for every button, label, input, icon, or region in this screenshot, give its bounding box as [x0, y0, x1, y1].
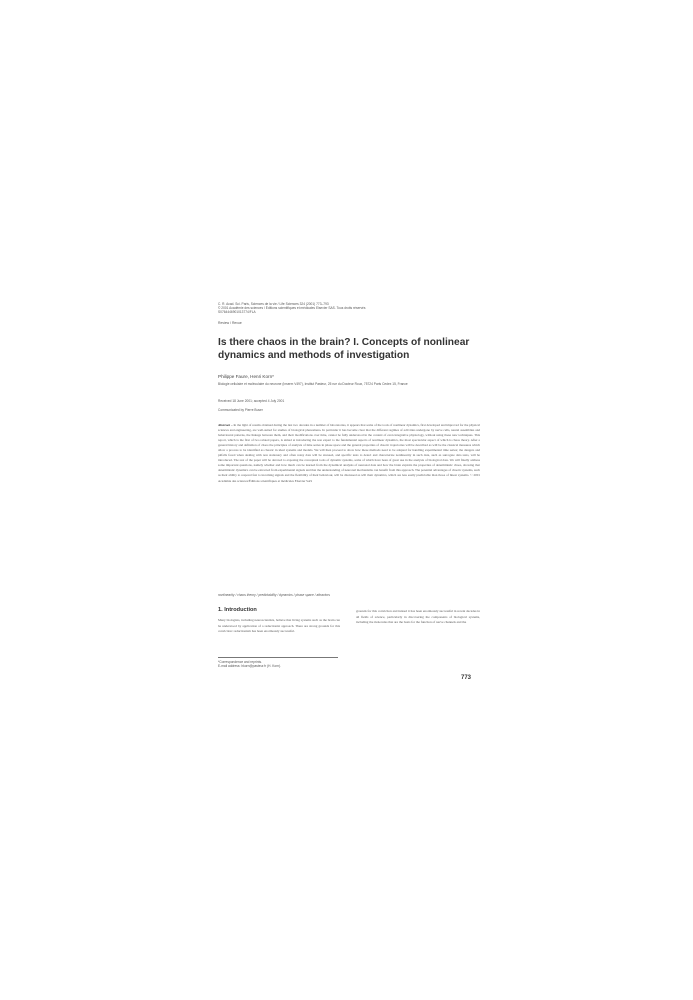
right-column	[356, 609, 480, 626]
received-date: Received 18 June 2001; accepted 4 July 2001	[218, 399, 285, 403]
keywords: nonlinearity / chaos theory / predictability / dynamics / phase space / attractors	[218, 593, 331, 597]
section-heading-introduction: 1. Introduction	[218, 607, 257, 613]
page-number: 773	[461, 675, 472, 681]
footnotes	[218, 660, 348, 668]
footnote-divider	[218, 657, 338, 658]
abstract	[218, 423, 480, 484]
introduction-text: Many biologists, including neuroscientists, believe that living systems such as the brain can be understood by application of a reductionist approach. There are strong grounds for this conviction: reductionism has been enormously successful.	[218, 618, 340, 634]
copyright-line: © 2001 Académie des sciences / Éditions scientifiques et médicales Elsevier SAS. Tous droits réservés	[218, 306, 366, 311]
article-type: Review / Revue	[218, 321, 242, 325]
abstract-label: Abstract –	[218, 423, 233, 427]
paper-title: Is there chaos in the brain? I. Concepts of nonlinear dynamics and methods of investigation	[218, 337, 470, 361]
affiliation: Biologie cellulaire et moléculaire du neurone (Inserm V497), Institut Pasteur, 25 rue du Docteur Roux, 75724 Paris Cedex 15, France	[218, 382, 408, 386]
right-column-text: grounds for this conviction and indeed it has been enormously successful in recent decades in all fields of science, particularly in discovering the components of biological systems, including the molecules that are the basis for the function of nerve channels and the	[356, 609, 480, 625]
footnote-correspondence: *Correspondence and reprints.	[218, 660, 262, 664]
abstract-text: In the light of results obtained during the last two decades in a number of laboratories, it appears that some of the tools of nonlinear dynamics, first developed and improved for the physical sciences and engineering, are well-suited for studies of biological phenomena. In particular it has become clear that the different regimes of activities undergone by nerve cells, neural assemblies and behavioural patterns, the linkage between them, and their modifications over time, cannot be fully understood in the context of even integrative physiology, without using these new techniques. This report, which is the first of two related papers, is aimed at introducing the non expert to the fundamental aspects of nonlinear dynamics, the most spectacular aspect of which is chaos theory. After a general history and definition of chaos the principles of analysis of time series in phase space and the general properties of chaotic trajectories will be described as will be the classical measures which allow a process to be identified as chaotic in ideal systems and models. We will then proceed to show how these methods need to be adapted for handling experimental time series; the dangers and pitfalls faced when dealing with non stationary and often noisy data will be stressed, and specific tests to detect and characterize nonlinearity in such data, such as surrogate data tests, will be introduced. The rest of the paper will be devoted to exposing the conceptual tools of dynamic systems, some of which have been of great use in the analysis of biological data. We will finally address some important questions, namely whether and how much can be learned from the dynamical analysis of neuronal data and how the brain exploits the properties of deterministic chaos, showing that deterministic dynamics can be extracted from experimental signals and that the understanding of neuronal mechanisms can benefit from this approach. The potential advantages of chaotic systems, such as their ability to respond fast to incoming signals and the flexibility of their behaviour, will be discussed as will their dynamics, which are less easily predictable than those of linear systems. © 2001 Académie des sciences/Éditions scientifiques et médicales Elsevier SAS	[218, 423, 481, 483]
journal-header	[218, 302, 478, 315]
authors: Philippe Faure, Henri Korn*	[218, 374, 274, 379]
communicated-by: Communicated by Pierre Buser	[218, 408, 263, 412]
journal-line: C. R. Acad. Sci. Paris, Sciences de la vie / Life Sciences 324 (2001) 773–793	[218, 302, 329, 306]
pii-line: S0764446901013774/FLA	[218, 310, 256, 315]
left-column	[218, 607, 340, 635]
footnote-email: E-mail address: hkorn@pasteur.fr (H. Korn).	[218, 664, 282, 669]
